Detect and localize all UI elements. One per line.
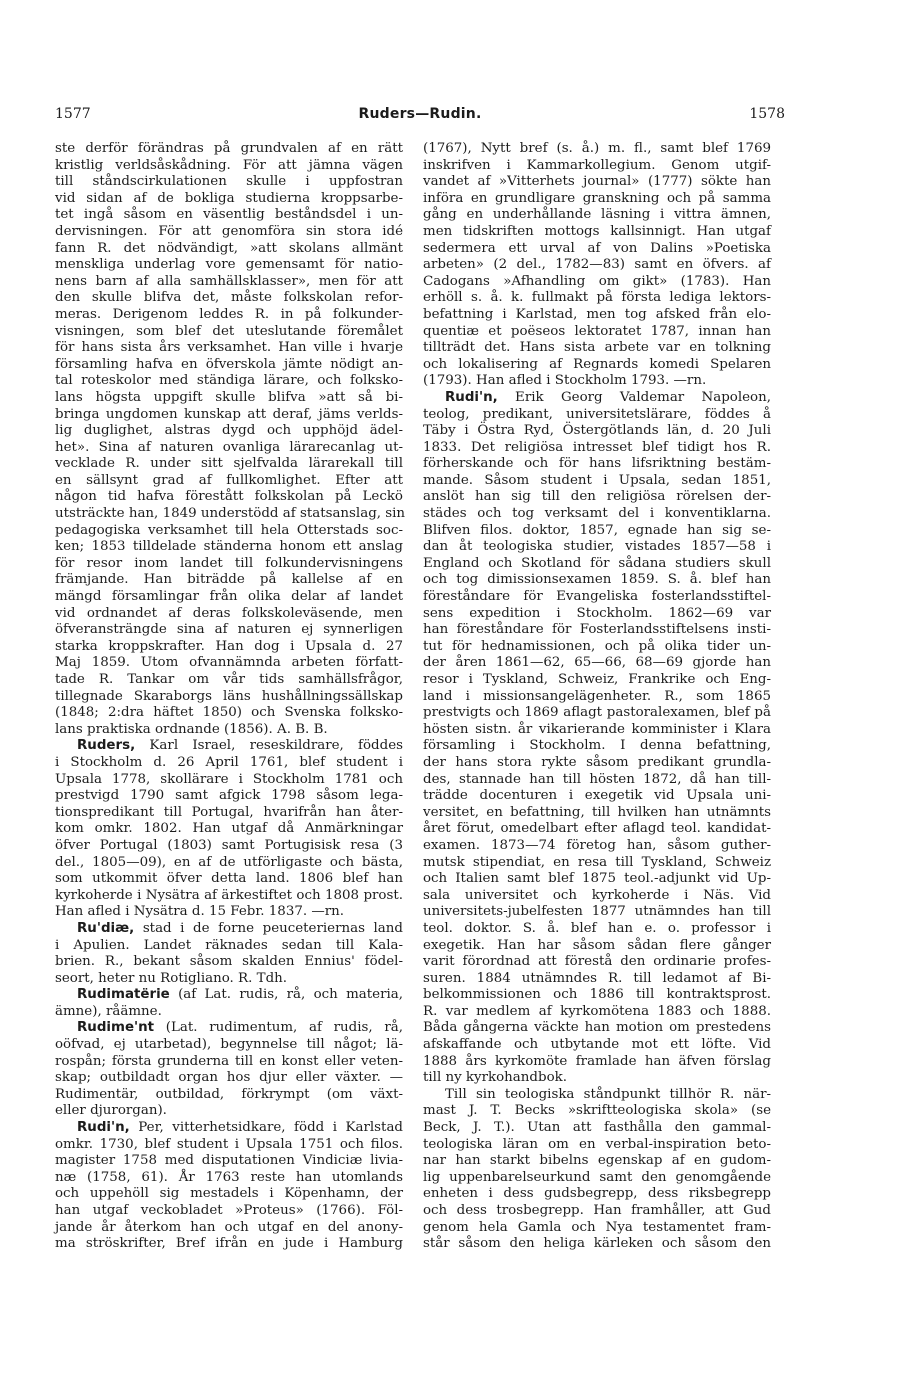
text-line (423, 274, 771, 291)
line-text: oöfvad, ej utarbetad), begynnelse till något; lä- (55, 1037, 403, 1053)
text-line (55, 838, 403, 855)
text-line (423, 523, 771, 540)
line-text: belkommissionen och 1886 till kontraktsprost. (423, 987, 771, 1003)
line-text: Beck, J. T.). Utan att fasthålla den gammal- (423, 1120, 771, 1136)
line-text: dervisningen. För att genomföra sin stora idé (55, 223, 403, 239)
line-text: universitets-jubelfesten 1877 utnämndes han till (423, 904, 771, 920)
line-text: 1833. Det religiösa intresset blef tidigt hos R. (423, 439, 771, 455)
text-line (423, 788, 771, 805)
line-text: nar han starkt bibelns egenskap af en gudom- (423, 1153, 771, 1169)
text-line (55, 788, 403, 805)
line-text: tillträdt det. Hans sista arbete var en tolkning (423, 340, 771, 356)
line-text: och lokalisering af Regnards komedi Spelaren (423, 356, 771, 372)
line-text: trädde docenturen i exegetik vid Upsala uni- (423, 788, 771, 804)
line-text: införa en grundligare granskning och på samma (423, 190, 771, 206)
line-text: nens barn af alla samhällsklasser», men för att (55, 273, 403, 289)
line-text: ma ströskrifter, Bref ifrån en jude i Hamburg (55, 1236, 403, 1252)
line-text: Han afled i Nysätra d. 15 Febr. 1837. —rn. (55, 904, 345, 920)
line-text: utsträckte han, 1849 understödd af statsanslag, sin (55, 506, 406, 522)
line-text: mande. Såsom student i Upsala, sedan 1851, (423, 472, 771, 488)
text-line (55, 241, 403, 258)
page-number-right: 1578 (749, 106, 785, 122)
line-text: öfver Portugal (1803) samt Portugisisk resa (3 (55, 837, 403, 853)
line-text: prestvigd 1790 samt afgick 1798 såsom lega- (55, 788, 403, 804)
line-text: quentiæ et poëseos lektoratet 1787, innan han (423, 323, 771, 339)
text-line (423, 655, 771, 672)
text-line (423, 589, 771, 606)
text-line (423, 1170, 771, 1187)
text-line (55, 655, 403, 672)
text-line (423, 506, 771, 523)
line-text: gång en underhållande läsning i vittra ämnen, (423, 207, 771, 223)
line-text: tionspredikant till Portugal, hvarifrån han åter- (55, 804, 403, 820)
text-line (423, 324, 771, 341)
text-line (423, 440, 771, 457)
line-text: församling i Stockholm. I denna befattning, (423, 738, 771, 754)
text-line (55, 523, 403, 540)
text-line (423, 938, 771, 955)
text-line (423, 805, 771, 822)
text-line (423, 1054, 771, 1071)
text-line (55, 921, 403, 938)
text-line (423, 257, 771, 274)
line-text: till ny kyrkohandbok. (423, 1070, 567, 1086)
line-text: Per, vitterhetsidkare, född i Karlstad (129, 1120, 403, 1136)
line-text: bringa ungdomen kunskap att deraf, jäms verlds- (55, 406, 403, 422)
text-line (55, 1153, 403, 1170)
line-text: fann R. det nödvändigt, »att skolans allmänt (55, 240, 403, 256)
line-text: lig uppenbarelseurkund samt den genomgående (423, 1169, 771, 1185)
text-line (55, 158, 403, 175)
line-text: Rudimentär, outbildad, förkrympt (om växt- (55, 1086, 403, 1102)
text-line (423, 1203, 771, 1220)
line-text: der hans stora rykte såsom predikant grundla- (423, 754, 771, 770)
text-line (55, 672, 403, 689)
line-text: R. var medlem af kyrkomötena 1883 och 1888. (423, 1003, 771, 1019)
line-text: visningen, som blef det uteslutande föremålet (55, 323, 403, 339)
text-line (55, 1020, 403, 1037)
line-text: England och Skotland för sådana studiers skull (423, 555, 771, 571)
text-line (55, 423, 403, 440)
text-line (55, 772, 403, 789)
line-text: befattning i Karlstad, men tog afsked från elo- (423, 306, 771, 322)
text-line (55, 1004, 403, 1021)
text-line (423, 821, 771, 838)
line-text: Erik Georg Valdemar Napoleon, (497, 389, 771, 405)
text-line (55, 606, 403, 623)
text-line (55, 539, 403, 556)
right-column (423, 141, 771, 1253)
text-line (423, 772, 771, 789)
text-line (55, 1220, 403, 1237)
line-text: het». Sina af naturen ovanliga lärarecanlag ut- (55, 439, 403, 455)
text-line (55, 440, 403, 457)
text-line (423, 224, 771, 241)
text-line (423, 357, 771, 374)
line-text: tut för hednamissionen, och på olika tider un- (423, 638, 771, 654)
text-line (55, 1087, 403, 1104)
line-text: menskliga underlag vore gemensamt för natio- (55, 257, 403, 273)
text-line (423, 407, 771, 424)
text-line (55, 489, 403, 506)
text-line (55, 821, 403, 838)
text-line (55, 224, 403, 241)
text-line (55, 324, 403, 341)
text-line (423, 904, 771, 921)
line-text: erhöll s. å. k. fullmakt på första lediga lektors- (423, 290, 771, 306)
line-text: teol. doktor. S. å. blef han e. o. professor i (423, 920, 771, 936)
line-text: eller djurorgan). (55, 1103, 167, 1119)
line-text: starka kroppskrafter. Han dog i Upsala d. 27 (55, 638, 403, 654)
text-line (423, 689, 771, 706)
text-line (55, 390, 403, 407)
line-text: magister 1758 med disputationen Vindiciæ livia- (55, 1153, 403, 1169)
line-text: genom hela Gamla och Nya testamentet fram- (423, 1219, 771, 1235)
line-text: resor i Tyskland, Schweiz, Frankrike och Eng- (423, 672, 771, 687)
text-line (423, 174, 771, 191)
text-line (55, 904, 403, 921)
text-line (55, 589, 403, 606)
line-text: teolog, predikant, universitetslärare, föddes å (423, 406, 771, 422)
entry-headword: Ruders, (77, 738, 136, 754)
text-line (423, 1103, 771, 1120)
page-number-left: 1577 (55, 106, 91, 122)
line-text: ämne), råämne. (55, 1003, 162, 1019)
line-text: kristlig verldsåskådning. För att jämna vägen (55, 157, 403, 173)
text-line (423, 539, 771, 556)
line-text: församling hafva en öfverskola jämte nödigt an- (55, 356, 403, 372)
text-line (55, 722, 403, 739)
line-text: jande år återkom han och utgaf en del anony- (55, 1219, 403, 1235)
line-text: examen. 1873—74 företog han, såsom guther- (423, 837, 771, 853)
line-text: lans högsta uppgift skulle blifva »att så bi- (55, 389, 403, 405)
line-text: enheten i dess gudsbegrepp, dess riksbegrepp (423, 1186, 771, 1202)
text-line (55, 373, 403, 390)
line-text: (1767), Nytt bref (s. å.) m. fl., samt blef 1769 (423, 141, 771, 156)
text-line (423, 672, 771, 689)
text-line (55, 572, 403, 589)
line-text: vandet af »Vitterhets journal» (1777) sökte han (423, 174, 771, 190)
text-line (55, 473, 403, 490)
line-text: tade R. Tankar om vår tids samhällsfrågor, (55, 672, 403, 687)
line-text: mast J. T. Becks »skriftteologiska skola» (se (423, 1103, 771, 1119)
left-column (55, 141, 406, 1253)
line-text: arbeten» (2 del., 1782—83) samt en öfvers. af (423, 257, 771, 273)
text-line (55, 755, 403, 772)
text-line (423, 639, 771, 656)
line-text: städes och tog verksamt del i konventiklarna. (423, 506, 771, 522)
text-line (423, 888, 771, 905)
text-line (423, 1236, 771, 1253)
text-line (55, 191, 403, 208)
line-text: den skulle blifva det, måste folkskolan refor- (55, 290, 403, 306)
text-line (423, 1070, 771, 1087)
line-text: (Lat. rudimentum, af rudis, rå, (154, 1020, 403, 1036)
line-text: i Apulien. Landet räknades sedan till Kala- (55, 937, 403, 953)
line-text: teologiska läran om en verbal-inspiration beto- (423, 1136, 771, 1152)
text-line (423, 373, 771, 390)
line-text: varit förordnad att förestå den ordinarie profes- (423, 954, 771, 970)
text-line (55, 290, 403, 307)
text-line (423, 556, 771, 573)
text-line (55, 340, 403, 357)
line-text: vid ordnandet af deras folkskoleväsende, men (55, 605, 403, 621)
line-text: sedermera ett urval af von Dalins »Poetiska (423, 240, 771, 256)
line-text: och uppehöll sig mestadels i Köpenhamn, der (55, 1186, 403, 1202)
text-line (55, 1203, 403, 1220)
text-line (55, 407, 403, 424)
line-text: (1848; 2:dra häftet 1850) och Svenska folksko- (55, 705, 403, 721)
line-text: stad i de forne peuceteriernas land (134, 920, 403, 936)
text-line (55, 141, 403, 158)
line-text: afskaffande och utbytande mot ett löfte. Vid (423, 1037, 771, 1053)
line-text: Cadogans »Afhandling om gikt» (1783). Han (423, 273, 771, 289)
line-text: som utkommit öfver detta land. 1806 blef han (55, 871, 403, 887)
text-line (423, 606, 771, 623)
text-line (55, 1037, 403, 1054)
line-text: Karl Israel, reseskildrare, föddes (135, 738, 403, 754)
text-line (55, 257, 403, 274)
text-line (55, 855, 403, 872)
text-line (423, 290, 771, 307)
text-line (423, 191, 771, 208)
line-text: men tidskriften mottogs kallsinnigt. Han utgaf (423, 223, 771, 239)
line-text: står såsom den heliga kärleken och såsom den (423, 1236, 771, 1252)
line-text: omkr. 1730, blef student i Upsala 1751 och filos. (55, 1136, 403, 1152)
line-text: för resor inom landet till folkundervisningens (55, 555, 403, 571)
line-text: kyrkoherde i Nysätra af ärkestiftet och 1808 prost. (55, 887, 403, 903)
line-text: Båda gångerna väckte han motion om prestedens (423, 1020, 771, 1036)
text-line (423, 722, 771, 739)
text-line (423, 838, 771, 855)
text-line (55, 1103, 403, 1120)
line-text: brien. R., bekant såsom skalden Ennius' födel- (55, 954, 403, 970)
line-text: rospån; första grunderna till en konst eller veten- (55, 1053, 403, 1069)
text-line (55, 971, 403, 988)
text-line (55, 1236, 403, 1253)
running-headword: Ruders—Rudin. (358, 106, 482, 122)
line-text: han föreståndare för Fosterlandsstiftelsens insti- (423, 622, 771, 638)
line-text: Täby i Östra Ryd, Östergötlands län, d. 20 Juli (423, 423, 771, 439)
text-line (55, 556, 403, 573)
line-text: mutsk stipendiat, en resa till Tyskland, Schweiz (423, 854, 771, 870)
line-text: næ (1758, 61). År 1763 reste han utomlands (55, 1169, 403, 1185)
line-text: sala universitet och kyrkoherde i Näs. Vid (423, 887, 771, 903)
line-text: sens expedition i Stockholm. 1862—69 var (423, 605, 771, 621)
text-line (55, 622, 403, 639)
line-text: kom omkr. 1802. Han utgaf då Anmärkningar (55, 821, 403, 837)
text-line (423, 1220, 771, 1237)
text-line (423, 1004, 771, 1021)
line-text: prestvigts och 1869 aflagt pastoralexamen, blef på (423, 705, 771, 721)
line-text: ste derför förändras på grundvalen af en rätt (55, 141, 403, 156)
text-line (55, 938, 403, 955)
line-text: förherskande och för hans lifsriktning bestäm- (423, 456, 771, 472)
line-text: dan åt teologiska studier, vistades 1857—58 i (423, 539, 771, 555)
text-line (55, 1120, 403, 1137)
text-line (55, 207, 403, 224)
line-text: en sällsynt grad af fullkomlighet. Efter att (55, 472, 403, 488)
text-line (55, 871, 403, 888)
text-line (55, 456, 403, 473)
line-text: inskrifven i Kammarkollegium. Genom utgif- (423, 157, 771, 173)
text-line (423, 705, 771, 722)
text-line (423, 1137, 771, 1154)
text-line (55, 639, 403, 656)
text-line (423, 1087, 771, 1104)
text-line (55, 1137, 403, 1154)
text-line (55, 506, 406, 523)
entry-headword: Rudime'nt (77, 1020, 155, 1036)
text-line (423, 423, 771, 440)
line-text: tal roteskolor med ständiga lärare, och folksko- (55, 373, 403, 389)
text-line (423, 738, 771, 755)
line-text: (af Lat. rudis, rå, och materia, (169, 987, 403, 1003)
text-line (423, 340, 771, 357)
entry-headword: Rudi'n, (77, 1120, 130, 1136)
text-line (423, 971, 771, 988)
text-line (423, 1037, 771, 1054)
line-text: versitet, en befattning, till hvilken han utnämnts (423, 804, 771, 820)
text-line (423, 207, 771, 224)
text-line (55, 888, 403, 905)
text-line (55, 274, 403, 291)
line-text: del., 1805—09), en af de utförligaste och bästa, (55, 854, 403, 870)
line-text: och tog dimissionsexamen 1859. S. å. blef han (423, 572, 771, 588)
text-line (55, 174, 403, 191)
text-line (423, 141, 771, 158)
text-line (423, 987, 771, 1004)
line-text: Maj 1859. Utom ofvannämnda arbeten författ- (55, 655, 403, 671)
text-line (55, 954, 403, 971)
text-line (55, 1070, 403, 1087)
entry-headword: Rudi'n, (445, 389, 498, 405)
text-line (423, 307, 771, 324)
line-text: meras. Derigenom leddes R. in på folkunder- (55, 306, 403, 322)
text-line (423, 1153, 771, 1170)
entry-headword: Ru'diæ, (77, 920, 135, 936)
line-text: till ståndscirkulationen skulle i uppfostran (55, 174, 403, 190)
line-text: exegetik. Han har såsom sådan flere gånger (423, 937, 771, 953)
line-text: tet ingå såsom en väsentlig beståndsdel i un- (55, 207, 403, 223)
text-line (423, 473, 771, 490)
line-text: och Italien samt blef 1875 teol.-adjunkt vid Up- (423, 871, 771, 887)
page-header (55, 106, 785, 126)
line-text: hösten sistn. år vikarierande komminister i Klara (423, 721, 771, 737)
text-line (423, 871, 771, 888)
line-text: land i missionsangelägenheter. R., som 1865 (423, 688, 771, 704)
text-line (55, 1170, 403, 1187)
text-line (423, 1120, 771, 1137)
text-line (423, 158, 771, 175)
line-text: skap; outbildadt organ hos djur eller växter. — (55, 1070, 403, 1086)
text-line (423, 241, 771, 258)
text-line (423, 572, 771, 589)
line-text: han utgaf veckobladet »Proteus» (1766). Föl- (55, 1203, 403, 1218)
text-line (55, 689, 403, 706)
text-line (55, 1186, 403, 1203)
text-line (55, 738, 403, 755)
line-text: der åren 1861—62, 65—66, 68—69 gjorde han (423, 655, 771, 671)
line-text: tillegnade Skaraborgs läns hushållningssällskap (55, 688, 403, 704)
line-text: pedagogiska verksamhet till hela Otterstads soc- (55, 522, 403, 538)
text-line (55, 307, 403, 324)
line-text: året förut, omedelbart efter aflagd teol. kandidat- (423, 821, 771, 837)
line-text: öfveransträngde sina af naturen ej synnerligen (55, 622, 403, 638)
text-line (423, 954, 771, 971)
line-text: i Stockholm d. 26 April 1761, blef student i (55, 754, 403, 770)
text-line (423, 921, 771, 938)
entry-headword: Rudimatërie (77, 987, 170, 1003)
text-line (423, 755, 771, 772)
text-line (423, 1186, 771, 1203)
line-text: Upsala 1778, skollärare i Stockholm 1781 och (55, 771, 403, 787)
line-text: vid sidan af de bokliga studierna kroppsarbe- (55, 190, 403, 206)
line-text: föreståndare för Evangeliska fosterlandsstiftel- (423, 589, 771, 605)
line-text: 1888 års kyrkomöte framlade han äfven förslag (423, 1053, 771, 1069)
line-text: Blifven filos. doktor, 1857, egnade han sig se- (423, 522, 771, 538)
text-line (55, 805, 403, 822)
line-text: anslöt han sig till den religiösa rörelsen der- (423, 489, 771, 505)
text-line (423, 855, 771, 872)
text-line (55, 705, 403, 722)
line-text: vecklade R. under sitt sjelfvalda lärarekall till (55, 456, 403, 472)
line-text: seort, heter nu Rotigliano. R. Tdh. (55, 970, 288, 986)
text-line (423, 1020, 771, 1037)
text-line (423, 456, 771, 473)
line-text: des, stannade han till hösten 1872, då han till- (423, 771, 771, 787)
text-line (55, 987, 403, 1004)
text-line (55, 1054, 403, 1071)
text-line (423, 622, 771, 639)
line-text: för hans sista års verksamhet. Han ville i hvarje (55, 340, 403, 356)
text-line (423, 390, 771, 407)
line-text: främjande. Han biträdde på kallelse af en (55, 572, 403, 588)
text-line (423, 489, 771, 506)
line-text: lig duglighet, alstras dygd och upphöjd ädel- (55, 423, 403, 439)
line-text: och dess trosbegrepp. Han framhåller, att Gud (423, 1203, 771, 1218)
line-text: mängd församlingar från olika delar af landet (55, 589, 403, 605)
line-text: någon tid hafva förestått folkskolan på Leckö (55, 489, 403, 505)
line-text: (1793). Han afled i Stockholm 1793. —rn. (423, 373, 707, 389)
line-text: suren. 1884 utnämndes R. till ledamot af Bi- (423, 970, 771, 986)
line-text: lans praktiska ordnande (1856). A. B. B. (55, 721, 328, 737)
line-text: Till sin teologiska ståndpunkt tillhör R. när- (445, 1086, 771, 1102)
line-text: ken; 1853 tilldelade ständerna honom ett anslag (55, 539, 403, 555)
text-line (55, 357, 403, 374)
